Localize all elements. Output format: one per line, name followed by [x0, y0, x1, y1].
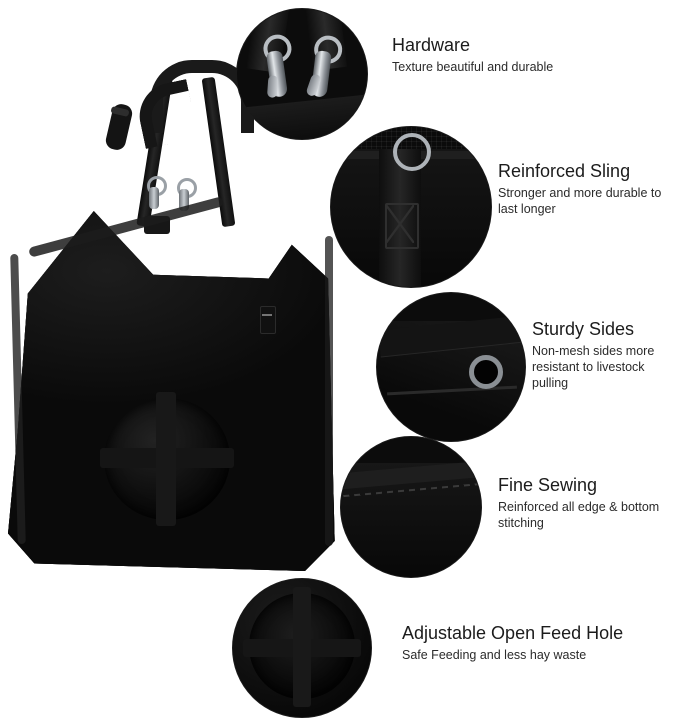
- callout-fine-sewing-image: [340, 436, 482, 578]
- callout-hardware-title: Hardware: [392, 35, 471, 55]
- snap-hook-icon: [259, 34, 294, 101]
- callout-reinforced-sling-image: [330, 126, 492, 288]
- callout-feed-hole-title: Adjustable Open Feed Hole: [402, 623, 624, 643]
- brand-tag-text: [262, 314, 272, 316]
- feed-hole-strap-vertical: [293, 587, 311, 707]
- grommet-icon: [469, 355, 503, 389]
- feed-hole-cross-vertical: [156, 392, 176, 526]
- callout-feed-hole-image: [232, 578, 372, 718]
- callout-sturdy-sides-text: [532, 318, 679, 391]
- callout-hardware-text: [392, 34, 553, 75]
- callout-reinforced-sling-title: Reinforced Sling: [498, 161, 631, 181]
- callout-fine-sewing-text: [498, 474, 679, 531]
- shoulder-strap: [62, 42, 182, 192]
- bag-body: [8, 196, 338, 571]
- callout-reinforced-sling-desc: Stronger and more durable to last longer: [498, 186, 662, 216]
- brand-tag: [260, 306, 276, 334]
- box-x-stitch: [386, 205, 414, 243]
- callout-feed-hole-desc: Safe Feeding and less hay waste: [402, 648, 587, 662]
- callout-feed-hole-text: [402, 622, 623, 663]
- callout-hardware-desc: Texture beautiful and durable: [392, 60, 554, 74]
- snap-hook-gate: [267, 75, 279, 98]
- callout-sturdy-sides-title: Sturdy Sides: [532, 319, 635, 339]
- d-ring-icon: [393, 133, 431, 171]
- callout-sturdy-sides-desc: Non-mesh sides more resistant to livestock pulling: [532, 344, 655, 390]
- callout-fine-sewing-desc: Reinforced all edge & bottom stitching: [498, 500, 660, 530]
- callout-fine-sewing-title: Fine Sewing: [498, 475, 598, 495]
- callout-hardware-image: [236, 8, 368, 140]
- callout-reinforced-sling-text: [498, 160, 679, 217]
- callout-sturdy-sides-image: [376, 292, 526, 442]
